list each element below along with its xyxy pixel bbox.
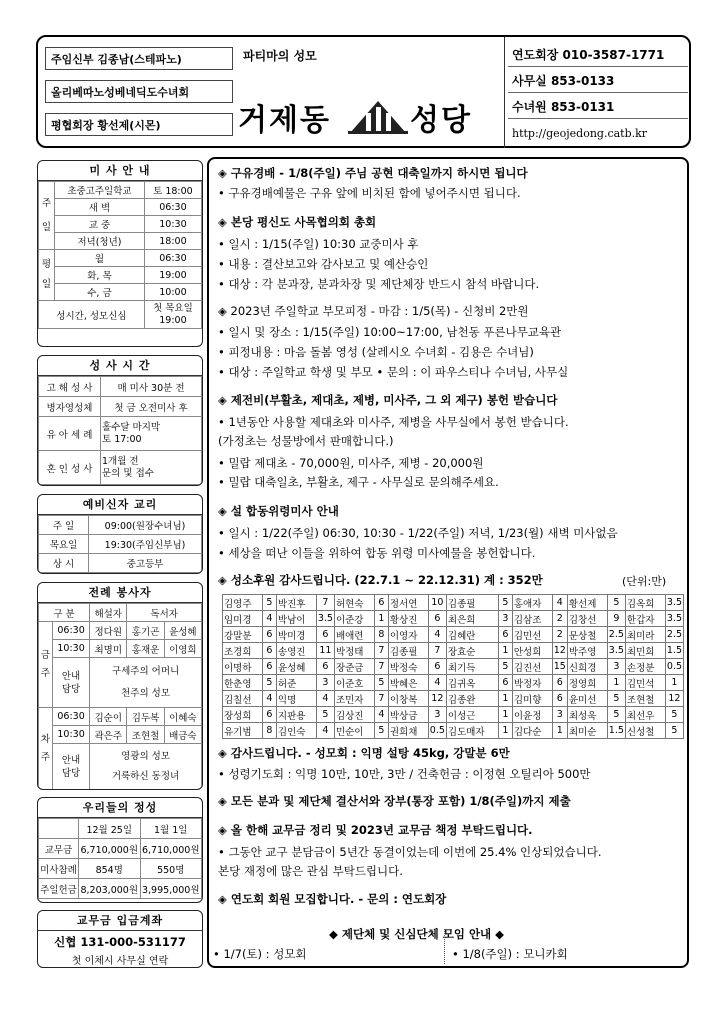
server-time: 10:30 xyxy=(53,640,90,658)
donor-amount: 6 xyxy=(262,659,276,675)
donor-name: 손정분 xyxy=(625,659,665,675)
donor-amount: 4 xyxy=(316,723,334,739)
donor-name: 박진후 xyxy=(276,595,316,611)
donor-name: 정영희 xyxy=(567,675,607,691)
sacrament-box xyxy=(37,355,203,486)
offering-head: 12월 25일 xyxy=(79,819,141,839)
mass-row-label: 새 벽 xyxy=(55,199,145,216)
next-week-label: 차주 xyxy=(39,708,53,790)
mass-row-label: 교 중 xyxy=(55,216,145,233)
offering-value: 3,995,000원 xyxy=(140,879,202,899)
sacrament-title: 성 사 시 간 xyxy=(38,356,202,376)
donor-amount: 2.5 xyxy=(607,627,625,643)
catechumen-title: 예비신자 교리 xyxy=(38,495,202,515)
notice-line: • 1년동안 사용할 제대초와 미사주, 제병을 사무실에서 봉헌 받습니다. xyxy=(218,415,569,429)
donor-amount: 7 xyxy=(374,691,388,707)
donor-name: 김창선 xyxy=(567,611,607,627)
guide-label: 안내 담당 xyxy=(53,744,90,790)
donor-name: 장준금 xyxy=(334,659,374,675)
offering-label: 미사참례 xyxy=(39,859,79,879)
donor-amount: 3.5 xyxy=(316,611,334,627)
donor-amount: 5 xyxy=(498,595,512,611)
donor-amount: 1 xyxy=(665,675,683,691)
server-time: 06:30 xyxy=(53,622,90,640)
donor-amount: 7 xyxy=(374,659,388,675)
donor-name: 김칠선 xyxy=(223,691,263,707)
notice-title: ◈ 감사드립니다. - 성모회 : 익명 설탕 45kg, 강말분 6만 xyxy=(218,746,510,760)
contact-1: 연도회장 010-3587-1771 xyxy=(508,43,688,67)
donor-name: 홍애자 xyxy=(512,595,552,611)
donor-name: 최미라 xyxy=(625,627,665,643)
donor-name: 김진선 xyxy=(512,659,552,675)
nuns-label: 올리베따노성베네딕도수녀회 xyxy=(45,80,233,103)
donor-amount: 6 xyxy=(428,611,446,627)
church-logo-icon xyxy=(348,97,408,135)
offering-value: 8,203,000원 xyxy=(79,879,141,899)
donor-name: 조경희 xyxy=(223,643,263,659)
donor-amount: 6 xyxy=(262,707,276,723)
sacrament-value: 홀수달 마지막 토 17:00 xyxy=(101,417,202,451)
donor-amount: 1 xyxy=(498,723,512,739)
server-name: 홍기곤 xyxy=(127,622,164,640)
donor-name: 신희경 xyxy=(567,659,607,675)
catechumen-time: 09:00(원장수녀님) xyxy=(89,516,202,535)
donor-amount: 4 xyxy=(374,707,388,723)
donor-name: 김귀옥 xyxy=(446,675,498,691)
donor-row xyxy=(223,595,684,611)
notice-line: • 밀랍 대축일초, 부활초, 제구 - 사무실로 문의해주세요. xyxy=(218,475,499,489)
header-divider xyxy=(504,37,505,148)
server-name: 배금숙 xyxy=(164,726,201,744)
mass-row-label: 초중고주일학교 xyxy=(55,182,145,199)
donor-amount: 5 xyxy=(374,723,388,739)
meetings-title: ◆ 제단체 및 신심단체 모임 안내 ◆ xyxy=(329,927,505,941)
notice-line: • 대상 : 주일학교 학생 및 부모 • 문의 : 이 파우스티나 수녀님, 사무실 xyxy=(218,365,569,379)
donor-name: 김도매자 xyxy=(446,723,498,739)
donor-amount: 10 xyxy=(428,595,446,611)
donor-amount: 3.5 xyxy=(665,611,683,627)
donor-name: 박혜은 xyxy=(388,675,428,691)
donor-name: 최성욱 xyxy=(567,707,607,723)
sacrament-label: 혼 인 성 사 xyxy=(39,451,101,485)
donor-amount: 6 xyxy=(552,691,567,707)
sacrament-value: 첫 금 오전미사 후 xyxy=(101,397,202,417)
notice-title: ◈ 성소후원 감사드립니다. (22.7.1 ~ 22.12.31) 계 : 352만 xyxy=(218,573,543,587)
notice-line: • 밀랍 제대초 - 70,000원, 미사주, 제병 - 20,000원 xyxy=(218,456,484,470)
donor-amount: 5 xyxy=(665,707,683,723)
account-title: 교무금 입금계좌 xyxy=(38,911,202,931)
donor-amount: 7 xyxy=(428,643,446,659)
server-time: 10:30 xyxy=(53,726,90,744)
donor-name: 이창복 xyxy=(388,691,428,707)
website-link[interactable]: http://geojedong.catb.kr xyxy=(512,126,648,140)
holy-hour-label: 성시간, 성모신심 xyxy=(39,301,145,329)
donor-row xyxy=(223,691,684,707)
donor-name: 박정자 xyxy=(512,675,552,691)
donor-name: 허현숙 xyxy=(334,595,374,611)
donor-amount: 6 xyxy=(374,595,388,611)
notice-line: • 일시 : 1/22(주일) 06:30, 10:30 - 1/22(주일) 저녁, 1/23(월) 새벽 미사없음 xyxy=(218,526,618,540)
offering-title: 우리들의 정성 xyxy=(38,798,202,818)
donor-amount: 2 xyxy=(552,627,567,643)
donor-amount: 1.5 xyxy=(607,723,625,739)
donor-name: 강말분 xyxy=(223,627,263,643)
sacrament-label: 고 해 성 사 xyxy=(39,377,101,397)
donor-name: 장효순 xyxy=(446,643,498,659)
sacrament-value: 1개월 전 문의 및 접수 xyxy=(101,451,202,485)
donor-amount: 1 xyxy=(498,643,512,659)
donor-amount: 5 xyxy=(262,675,276,691)
donor-name: 이준호 xyxy=(334,675,374,691)
notice-title: ◈ 올 한해 교무금 정리 및 2023년 교무금 책정 부탁드립니다. xyxy=(218,823,533,837)
donor-name: 김다순 xyxy=(512,723,552,739)
meeting-item: • 1/8(주일) : 모니카회 xyxy=(452,947,568,961)
donor-amount: 6 xyxy=(428,659,446,675)
guide-group: 구세주의 어머니 xyxy=(111,665,180,677)
notice-line: (가정초는 성물방에서 판매합니다.) xyxy=(218,434,394,448)
donor-amount: 4 xyxy=(262,691,276,707)
donor-amount: 1 xyxy=(607,675,625,691)
donor-amount: 6 xyxy=(498,627,512,643)
donor-amount: 6 xyxy=(316,627,334,643)
server-name: 홍재운 xyxy=(127,640,164,658)
contact-3: 수녀원 853-0131 xyxy=(508,95,688,119)
donor-name: 한갑자 xyxy=(625,611,665,627)
donor-name: 김삼조 xyxy=(512,611,552,627)
sacrament-value: 매 미사 30분 전 xyxy=(101,377,202,397)
notice-line: • 성령기도회 : 익명 10만, 10만, 3만 / 건축헌금 : 이정현 오틸리아 500만 xyxy=(218,767,591,781)
donor-amount: 0.5 xyxy=(428,723,446,739)
catechumen-time: 19:30(주임신부님) xyxy=(89,535,202,554)
holy-hour-time: 19:00 xyxy=(159,314,187,326)
mass-row-time: 06:30 xyxy=(144,199,201,216)
account-number: 신협 131-000-531177 xyxy=(54,935,186,949)
donor-name: 정서연 xyxy=(388,595,428,611)
donor-row xyxy=(223,723,684,739)
account-box xyxy=(37,910,203,968)
donor-name: 조현철 xyxy=(625,691,665,707)
donor-name: 윤미선 xyxy=(567,691,607,707)
mass-row-time: 06:30 xyxy=(144,250,201,267)
donor-amount: 15 xyxy=(552,659,567,675)
donor-amount: 0.5 xyxy=(665,659,683,675)
notice-title: ◈ 2023년 주일학교 부모피정 - 마감 : 1/5(목) - 신청비 2만원 xyxy=(218,304,529,318)
donor-name: 장성희 xyxy=(223,707,263,723)
account-note: 첫 이체시 사무실 연락 xyxy=(71,956,169,967)
offering-head: 1월 1일 xyxy=(140,819,202,839)
server-name: 김두복 xyxy=(127,708,164,726)
notice-line: • 피정내용 : 마음 돌봄 영성 (살레시오 수녀회 - 김용은 수녀님) xyxy=(218,345,534,359)
pastor-label: 주임신부 김종남(스테파노) xyxy=(45,47,233,70)
donor-amount: 12 xyxy=(552,643,567,659)
donor-name: 김민석 xyxy=(625,675,665,691)
donor-row xyxy=(223,707,684,723)
notice-title: ◈ 구유경배 - 1/8(주일) 주님 공현 대축일까지 하시면 됩니다 xyxy=(218,166,528,180)
server-name: 윤성혜 xyxy=(164,622,201,640)
donor-name: 신성철 xyxy=(625,723,665,739)
donor-name: 황선제 xyxy=(567,595,607,611)
contact-2: 사무실 853-0133 xyxy=(508,69,688,93)
mass-row-time: 토 18:00 xyxy=(144,182,201,199)
donor-amount: 3.5 xyxy=(665,595,683,611)
donor-name: 권희채 xyxy=(388,723,428,739)
donor-name: 지판용 xyxy=(276,707,316,723)
donor-amount: 1 xyxy=(498,707,512,723)
offering-label: 교무금 xyxy=(39,839,79,859)
notice-title: ◈ 설 합동위령미사 안내 xyxy=(218,504,339,518)
guide-group: 영광의 성모 xyxy=(121,750,170,762)
patron-label: 파티마의 성모 xyxy=(243,49,317,63)
donor-amount: 6 xyxy=(498,675,512,691)
sacrament-label: 병자영성체 xyxy=(39,397,101,417)
donor-row xyxy=(223,627,684,643)
donor-amount: 3.5 xyxy=(607,643,625,659)
donor-amount: 4 xyxy=(552,595,567,611)
bulletin-header xyxy=(36,35,691,148)
donor-amount: 4 xyxy=(428,675,446,691)
guide-group: 천주의 성모 xyxy=(121,687,170,699)
donor-name: 유기범 xyxy=(223,723,263,739)
server-name: 이영희 xyxy=(164,640,201,658)
donor-name: 최은희 xyxy=(446,611,498,627)
donor-amount: 5 xyxy=(665,723,683,739)
donor-amount: 3 xyxy=(607,659,625,675)
donor-name: 이성근 xyxy=(446,707,498,723)
donor-name: 박미경 xyxy=(276,627,316,643)
church-name-right: 성당 xyxy=(410,103,472,138)
servers-head: 구 분 xyxy=(39,604,90,622)
mass-title: 미 사 안 내 xyxy=(38,161,202,181)
server-name: 이혜숙 xyxy=(164,708,201,726)
donor-name: 박남이 xyxy=(276,611,316,627)
donor-name: 최선우 xyxy=(625,707,665,723)
this-week-label: 금주 xyxy=(39,622,53,708)
sacrament-label: 유 아 세 례 xyxy=(39,417,101,451)
donor-amount: 8 xyxy=(262,723,276,739)
catechumen-box xyxy=(37,494,203,574)
offering-value: 550명 xyxy=(140,859,202,879)
offering-box xyxy=(37,797,203,903)
donor-row xyxy=(223,611,684,627)
notice-title: ◈ 제전비(부활초, 제대초, 제병, 미사주, 그 외 제구) 봉헌 받습니다 xyxy=(218,393,558,407)
mass-row-time: 18:00 xyxy=(144,233,201,250)
notice-line: 본당 재정에 많은 관심 부탁드립니다. xyxy=(218,864,403,878)
donor-name: 윤성혜 xyxy=(276,659,316,675)
donor-name: 박정태 xyxy=(334,643,374,659)
donor-name: 민순이 xyxy=(334,723,374,739)
donor-name: 이준강 xyxy=(334,611,374,627)
donor-amount: 5 xyxy=(498,659,512,675)
donor-amount: 3 xyxy=(316,675,334,691)
donor-amount: 6 xyxy=(316,659,334,675)
holy-hour-day: 첫 목요일 xyxy=(153,302,193,314)
donor-name: 안성희 xyxy=(512,643,552,659)
donor-name: 김혜란 xyxy=(446,627,498,643)
mass-row-label: 저녁(청년) xyxy=(55,233,145,250)
donor-row xyxy=(223,675,684,691)
donor-name: 이윤정 xyxy=(512,707,552,723)
donor-amount: 2.5 xyxy=(665,627,683,643)
donor-name: 박상금 xyxy=(388,707,428,723)
notice-line: • 그동안 교구 분담금이 5년간 동결이었는데 이번에 25.4% 인상되었습니다. xyxy=(218,845,602,859)
donor-name: 송영진 xyxy=(276,643,316,659)
offering-value: 6,710,000원 xyxy=(140,839,202,859)
weekday-label: 평일 xyxy=(39,250,55,301)
donor-name: 황상진 xyxy=(388,611,428,627)
donor-name: 김종필 xyxy=(446,595,498,611)
notice-line: • 일시 : 1/15(주일) 10:30 교중미사 후 xyxy=(218,237,419,251)
donor-amount: 3 xyxy=(552,707,567,723)
donor-amount: 1 xyxy=(552,723,567,739)
mass-row-time: 10:00 xyxy=(144,284,201,301)
liturgy-servers-box xyxy=(37,582,203,790)
donor-name: 임미경 xyxy=(223,611,263,627)
server-name: 김순이 xyxy=(90,708,127,726)
donor-amount: 4 xyxy=(262,611,276,627)
donor-table xyxy=(222,594,684,739)
donor-amount: 11 xyxy=(316,643,334,659)
server-name: 정다원 xyxy=(90,622,127,640)
donor-amount: 12 xyxy=(665,691,683,707)
church-name-left: 거제동 xyxy=(238,103,331,138)
unit-label: (단위:만) xyxy=(622,575,667,588)
donor-amount: 8 xyxy=(374,627,388,643)
notice-line: • 세상을 떠난 이들을 위하여 합동 위령 미사예물을 봉헌합니다. xyxy=(218,546,536,560)
mass-row-label: 화, 목 xyxy=(55,267,145,284)
servers-title: 전례 봉사자 xyxy=(38,583,202,603)
donor-row xyxy=(223,659,684,675)
council-label: 평협회장 황선제(시몬) xyxy=(45,113,233,136)
donor-name: 최미순 xyxy=(567,723,607,739)
guide-group: 거룩하신 동정녀 xyxy=(111,770,180,782)
offering-value: 854명 xyxy=(79,859,141,879)
donor-name: 김민선 xyxy=(512,627,552,643)
donor-name: 박주영 xyxy=(567,643,607,659)
notice-title: ◈ 본당 평신도 사목협의회 총회 xyxy=(218,215,377,229)
server-time: 06:30 xyxy=(53,708,90,726)
donor-amount: 5 xyxy=(607,595,625,611)
donor-amount: 5 xyxy=(262,595,276,611)
donor-name: 문상철 xyxy=(567,627,607,643)
notice-line: • 일시 및 장소 : 1/15(주일) 10:00~17:00, 남천동 푸른나무교육관 xyxy=(218,325,562,339)
donor-amount: 7 xyxy=(374,643,388,659)
donor-amount: 1 xyxy=(374,611,388,627)
server-name: 조현철 xyxy=(127,726,164,744)
donor-amount: 5 xyxy=(316,707,334,723)
catechumen-day: 상 시 xyxy=(39,554,89,573)
donor-amount: 12 xyxy=(428,691,446,707)
server-name: 곽은주 xyxy=(90,726,127,744)
donor-amount: 4 xyxy=(428,627,446,643)
guide-label: 안내 담당 xyxy=(53,658,90,708)
donor-name: 김인숙 xyxy=(276,723,316,739)
catechumen-day: 주 일 xyxy=(39,516,89,535)
notice-line: • 대상 : 각 분과장, 분과차장 및 제단체장 반드시 참석 바랍니다. xyxy=(218,277,540,291)
meeting-divider xyxy=(444,929,445,964)
notices-panel xyxy=(207,157,689,968)
catechumen-day: 목요일 xyxy=(39,535,89,554)
donor-amount: 5 xyxy=(607,707,625,723)
donor-name: 김옥희 xyxy=(625,595,665,611)
donor-name: 김종필 xyxy=(388,643,428,659)
servers-head: 독서자 xyxy=(127,604,202,622)
donor-name: 박정숙 xyxy=(388,659,428,675)
donor-amount: 7 xyxy=(316,595,334,611)
offering-label: 주일헌금 xyxy=(39,879,79,899)
catechumen-time: 중고등부 xyxy=(89,554,202,573)
donor-name: 김종완 xyxy=(446,691,498,707)
notice-title: ◈ 연도회 회원 모집합니다. - 문의 : 연도회장 xyxy=(218,892,447,906)
notice-title: ◈ 모든 분과 및 제단체 결산서와 장부(통장 포함) 1/8(주일)까지 제출 xyxy=(218,794,571,808)
donor-name: 이영자 xyxy=(388,627,428,643)
mass-schedule-box xyxy=(37,160,203,347)
donor-amount: 3 xyxy=(498,611,512,627)
sunday-label: 주일 xyxy=(39,182,55,250)
meeting-item: • 1/7(토) : 성모회 xyxy=(213,947,307,961)
donor-name: 김미향 xyxy=(512,691,552,707)
donor-amount: 2 xyxy=(552,611,567,627)
donor-name: 최기득 xyxy=(446,659,498,675)
donor-name: 이명하 xyxy=(223,659,263,675)
mass-row-time: 10:30 xyxy=(144,216,201,233)
notice-line: • 구유경배예물은 구유 앞에 비치된 함에 넣어주시면 됩니다. xyxy=(218,186,521,200)
offering-head xyxy=(39,819,79,839)
donor-name: 김영주 xyxy=(223,595,263,611)
donor-row xyxy=(223,643,684,659)
donor-amount: 6 xyxy=(262,643,276,659)
mass-row-time: 19:00 xyxy=(144,267,201,284)
donor-amount: 5 xyxy=(374,675,388,691)
donor-amount: 6 xyxy=(262,627,276,643)
servers-head: 해설자 xyxy=(90,604,127,622)
donor-name: 배애련 xyxy=(334,627,374,643)
donor-name: 조민자 xyxy=(334,691,374,707)
donor-amount: 3 xyxy=(428,707,446,723)
donor-amount: 6 xyxy=(552,675,567,691)
donor-name: 익명 xyxy=(276,691,316,707)
donor-amount: 1.5 xyxy=(665,643,683,659)
notice-line: • 내용 : 결산보고와 감사보고 및 예산승인 xyxy=(218,257,429,271)
offering-value: 6,710,000원 xyxy=(79,839,141,859)
donor-name: 허준 xyxy=(276,675,316,691)
donor-name: 최민희 xyxy=(625,643,665,659)
donor-amount: 9 xyxy=(607,611,625,627)
donor-name: 한춘영 xyxy=(223,675,263,691)
donor-amount: 5 xyxy=(607,691,625,707)
donor-amount: 1 xyxy=(498,691,512,707)
server-name: 최명미 xyxy=(90,640,127,658)
mass-row-label: 수, 금 xyxy=(55,284,145,301)
donor-name: 김상진 xyxy=(334,707,374,723)
mass-row-label: 월 xyxy=(55,250,145,267)
donor-amount: 4 xyxy=(316,691,334,707)
